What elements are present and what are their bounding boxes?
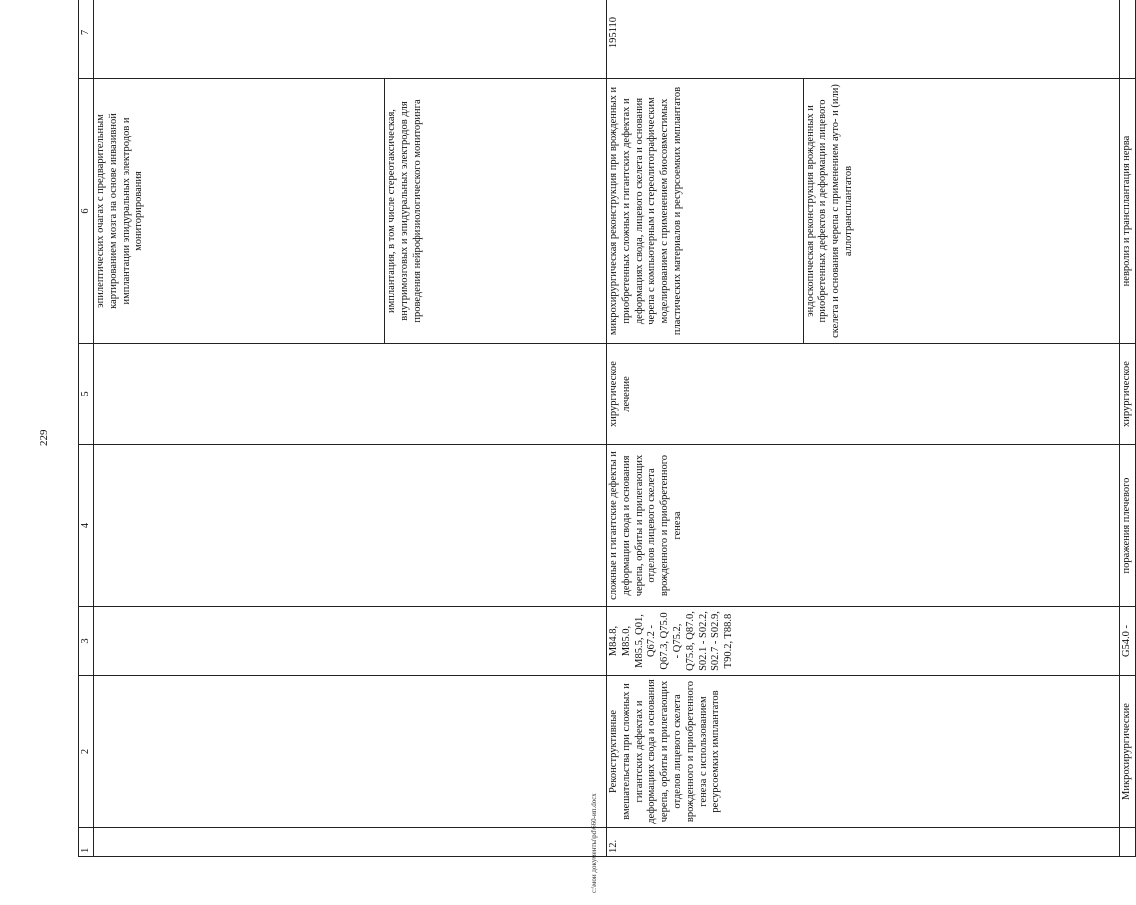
- row-13-name: Микрохирургические: [1120, 676, 1136, 828]
- row-12-methods-cell: [607, 79, 1120, 344]
- cont-cell-5: [94, 344, 607, 445]
- footer-file-path: c:\мои документы\pd\660-ип.docx: [590, 793, 598, 893]
- page-number: 229: [38, 429, 50, 446]
- cont-cell-3: [94, 607, 607, 676]
- row-13: [1120, 0, 1136, 857]
- row-12-model: сложные и гигантские дефекты и деформации свода и основания черепа, орбиты и прилегающих отделов лицевого скелета врожденного и приобретенного генеза: [607, 445, 1120, 607]
- row-13-cost: [1120, 0, 1136, 79]
- row-12-codes: М84.8, М85.0, М85.5, Q01, Q67.2 - Q67.3, Q75.0 - Q75.2, Q75.8, Q87.0, S02.1 - S02.2, S02.7 - S02.9, T90.2, T88.8: [607, 607, 1120, 676]
- cont-cell-7: [94, 0, 607, 79]
- cont-cell-4: [94, 445, 607, 607]
- header-col-1: 1: [79, 828, 94, 857]
- row-13-model: поражения плечевого: [1120, 445, 1136, 607]
- row-12-method-2: эндоскопическая реконструкция врожденных и приобретенных дефектов и деформации лицевого скелета и основания черепа с применением ауто- и (или) аллотрансплантатов: [803, 79, 1119, 343]
- header-col-4: 4: [79, 445, 94, 607]
- row-12-cost: 195110: [607, 0, 1120, 79]
- row-13-method: невролиз и трансплантация нерва: [1120, 79, 1136, 344]
- continuation-row: [94, 0, 607, 857]
- row-12: [607, 0, 1120, 857]
- header-col-5: 5: [79, 344, 94, 445]
- row-12-method-1: микрохирургическая реконструкция при врожденных и приобретенных сложных и гигантских дефектах и деформациях свода, лицевого скелета и основания черепа с компьютерным и стереолитографическим моделированием с применением биосовместимых пластических материалов и ресурсоемких имплантатов: [608, 86, 683, 336]
- header-col-6: 6: [79, 79, 94, 344]
- cont-cell-1: [94, 828, 607, 857]
- row-13-codes: G54.0 -: [1120, 607, 1136, 676]
- row-12-treatment: хирургическое лечение: [607, 344, 1120, 445]
- cont-cell-2: [94, 676, 607, 828]
- medical-care-table: [78, 0, 1136, 857]
- row-12-name: Реконструктивные вмешательства при сложных и гигантских дефектах и деформациях свода и основания черепа, орбиты и прилегающих отделов лицевого скелета врожденного и приобретенного генеза с использованием ресурсоемких имплантатов: [607, 676, 1120, 828]
- header-col-2: 2: [79, 676, 94, 828]
- header-col-3: 3: [79, 607, 94, 676]
- header-row: [79, 0, 94, 857]
- cont-methods-cell: [94, 79, 607, 344]
- cont-method-2: имплантация, в том числе стереотаксическая, внутримозговых и эпидуральных электродов для проведения нейрофизиологического мониторинга: [385, 79, 606, 343]
- row-13-treatment: хирургическое: [1120, 344, 1136, 445]
- row-12-number: 12.: [607, 828, 1120, 857]
- header-col-7: 7: [79, 0, 94, 79]
- row-13-number: [1120, 828, 1136, 857]
- cont-method-1: эпилептических очагах с предварительным картированием мозга на основе инвазивной имплантации эпидуральных электродов и мониторирования: [95, 113, 145, 309]
